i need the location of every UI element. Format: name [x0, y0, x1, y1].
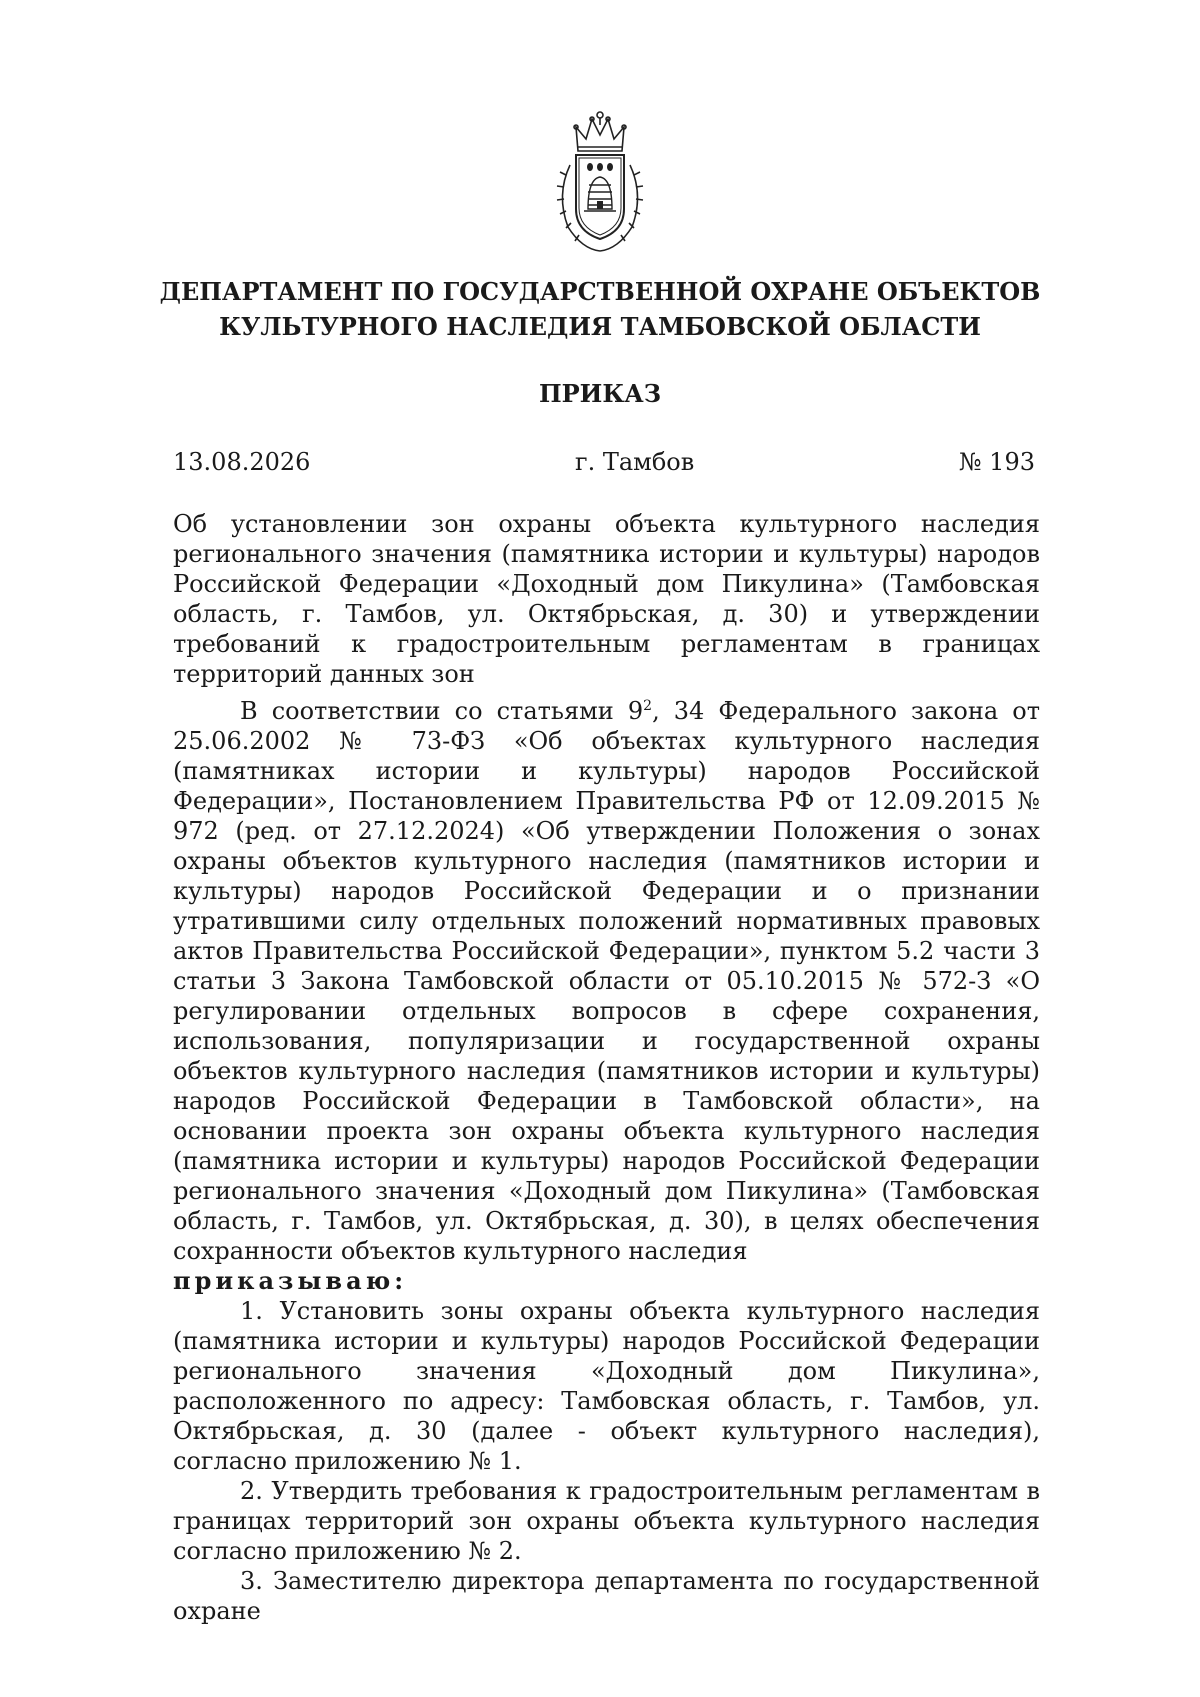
- order-keyword: приказываю:: [173, 1266, 408, 1295]
- department-line-1: ДЕПАРТАМЕНТ ПО ГОСУДАРСТВЕННОЙ ОХРАНЕ ОБЪЕКТОВ: [159, 277, 1041, 306]
- preamble-text-part-1: В соответствии со статьями 9: [240, 697, 644, 725]
- preamble-paragraph: [173, 696, 1040, 1266]
- document-body: [173, 696, 1040, 1626]
- order-item-3: 3. Заместителю директора департамента по государственной охране: [173, 1567, 1040, 1625]
- document-city: г. Тамбов: [575, 448, 695, 476]
- order-item-2: 2. Утвердить требования к градостроительным регламентам в границах территорий зон охраны объекта культурного наследия согласно приложению № 2.: [173, 1477, 1040, 1565]
- article-superscript: 2: [643, 698, 653, 714]
- document-meta-row: [173, 447, 1035, 477]
- document-subject: Об установлении зон охраны объекта культурного наследия регионального значения (памятника истории и культуры) народов Российской Федерации «Доходный дом Пикулина» (Тамбовская область, г. Тамбов, ул. Октябрьская, д. 30) и утверждении требований к градостроительным регламентам в границах территорий данных зон: [173, 510, 1040, 688]
- department-heading: [120, 274, 1080, 344]
- order-item-1: 1. Установить зоны охраны объекта культурного наследия (памятника истории и культуры) народов Российской Федерации регионального значения «Доходный дом Пикулина», расположенного по адресу: Тамбовская область, г. Тамбов, ул. Октябрьская, д. 30 (далее - объект культурного наследия), согласно приложению № 1.: [173, 1297, 1040, 1475]
- document-date: 13.08.2026: [173, 448, 311, 476]
- document-number: № 193: [958, 448, 1035, 476]
- document-type-title: ПРИКАЗ: [538, 379, 662, 408]
- department-line-2: КУЛЬТУРНОГО НАСЛЕДИЯ ТАМБОВСКОЙ ОБЛАСТИ: [219, 312, 981, 341]
- preamble-text-part-2: , 34 Федерального закона от 25.06.2002 № 73-ФЗ «Об объектах культурного наследия (памятниках истории и культуры) народов Российской Федерации», Постановлением Правительства РФ от 12.09.2015 № 972 (ред. от 27.12.2024) «Об утверждении Положения о зонах охраны объектов культурного наследия (памятников истории и культуры) народов Российской Федерации и о признании утратившими силу отдельных положений нормативных правовых актов Правительства Российской Федерации», пунктом 5.2 части 3 статьи 3 Закона Тамбовской области от 05.10.2015 № 572-З «О регулировании отдельных вопросов в сфере сохранения, использования, популяризации и государственной охраны объектов культурного наследия (памятников истории и культуры) народов Российской Федерации в Тамбовской области», на основании проекта зон охраны объекта культурного наследия (памятника истории и культуры) народов Российской Федерации регионального значения «Доходный дом Пикулина» (Тамбовская область, г. Тамбов, ул. Октябрьская, д. 30), в целях обеспечения сохранности объектов культурного наследия: [173, 697, 1040, 1265]
- tambov-coat-of-arms-icon: [548, 105, 652, 255]
